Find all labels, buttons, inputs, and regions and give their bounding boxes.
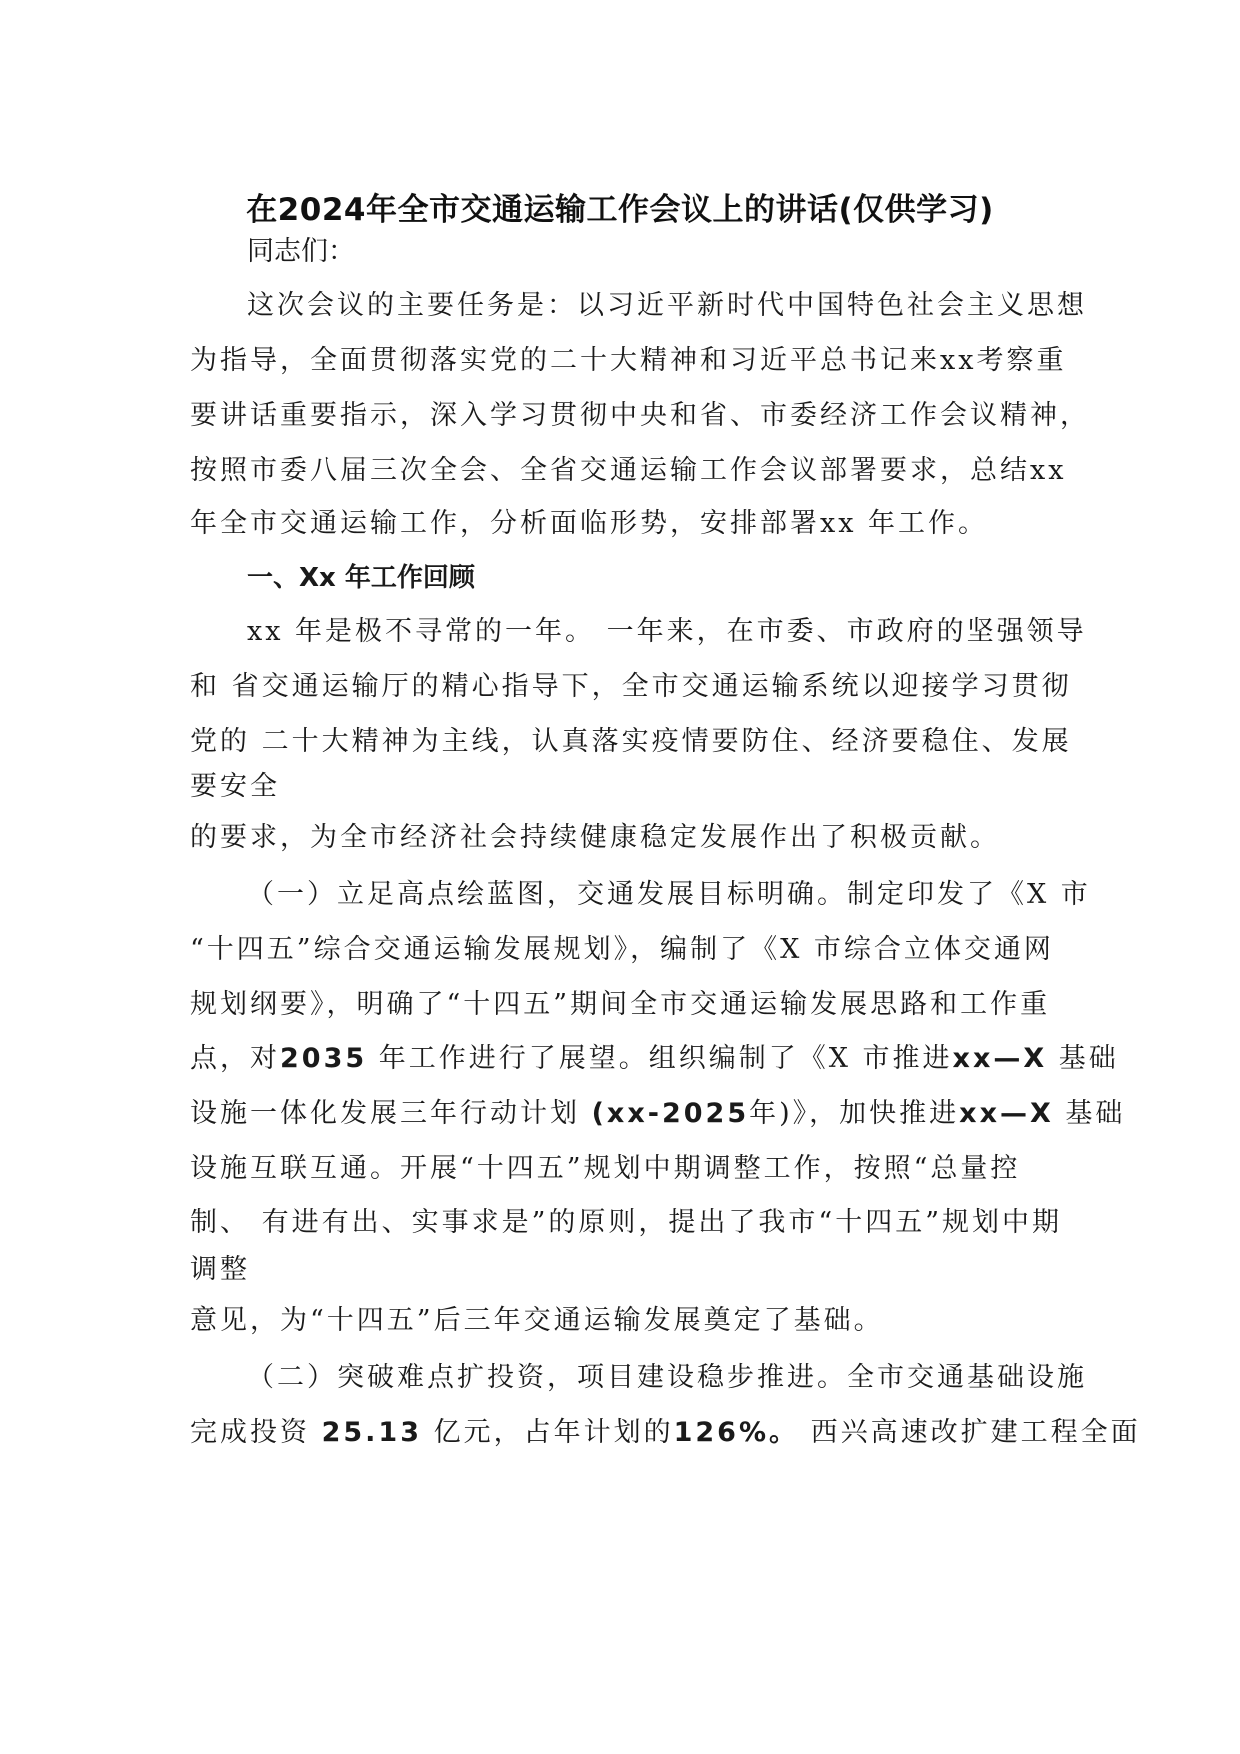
text-run-bold: (xx-2025 bbox=[591, 1098, 750, 1129]
text-run-bold: 126%。 bbox=[673, 1417, 800, 1448]
paragraph-line: 意见，为“十四五”后三年交通运输发展奠定了基础。 bbox=[190, 1305, 884, 1336]
paragraph-line: 这次会议的主要任务是：以习近平新时代中国特色社会主义思想 bbox=[247, 290, 1087, 321]
paragraph-line: xx 年是极不寻常的一年。 一年来，在市委、市政府的坚强领导 bbox=[247, 616, 1087, 647]
paragraph-line: 调整 bbox=[190, 1254, 250, 1285]
text-run-bold: xx—X bbox=[959, 1098, 1054, 1129]
paragraph-line: （二）突破难点扩投资，项目建设稳步推进。全市交通基础设施 bbox=[247, 1362, 1087, 1393]
text-run: 基础 bbox=[1047, 1043, 1119, 1074]
text-run: 年)》，加快推进 bbox=[749, 1098, 960, 1129]
text-run-bold: 2035 bbox=[280, 1043, 368, 1074]
paragraph-line: 年全市交通运输工作，分析面临形势，安排部署xx 年工作。 bbox=[190, 508, 989, 539]
text-run: 亿元，占年计划的 bbox=[422, 1417, 674, 1448]
salutation: 同志们： bbox=[247, 236, 355, 267]
text-run: 基础 bbox=[1053, 1098, 1126, 1129]
paragraph-line: 规划纲要》，明确了“十四五”期间全市交通运输发展思路和工作重 bbox=[190, 989, 1051, 1020]
section-heading: 一、Xx 年工作回顾 bbox=[247, 563, 475, 593]
paragraph-line: 要讲话重要指示，深入学习贯彻中央和省、市委经济工作会议精神， bbox=[190, 400, 1090, 431]
paragraph-line: 为指导，全面贯彻落实党的二十大精神和习近平总书记来xx考察重 bbox=[190, 345, 1067, 376]
text-run-bold: xx—X bbox=[952, 1043, 1048, 1074]
paragraph-line: 要安全 bbox=[190, 771, 280, 802]
paragraph-line: 的要求，为全市经济社会持续健康稳定发展作出了积极贡献。 bbox=[190, 822, 1000, 853]
paragraph-line: 和 省交通运输厅的精心指导下，全市交通运输系统以迎接学习贯彻 bbox=[190, 671, 1072, 702]
text-run: 点，对 bbox=[190, 1043, 280, 1074]
paragraph-line: 设施互联互通。开展“十四五”规划中期调整工作，按照“总量控 bbox=[190, 1153, 1021, 1184]
text-run: 完成投资 bbox=[190, 1417, 322, 1448]
paragraph-line: 党的 二十大精神为主线，认真落实疫情要防住、经济要稳住、发展 bbox=[190, 726, 1072, 757]
paragraph-line: 按照市委八届三次全会、全省交通运输工作会议部署要求，总结xx bbox=[190, 455, 1067, 486]
paragraph-line bbox=[190, 1039, 1119, 1079]
paragraph-line: 制、 有进有出、实事求是”的原则，提出了我市“十四五”规划中期 bbox=[190, 1207, 1062, 1238]
page-title: 在2024年全市交通运输工作会议上的讲话(仅供学习) bbox=[246, 192, 994, 228]
paragraph-line bbox=[190, 1413, 1141, 1453]
text-run: 年工作进行了展望。组织编制了《X 市推进 bbox=[367, 1043, 953, 1074]
paragraph-line: “十四五”综合交通运输发展规划》，编制了《X 市综合立体交通网 bbox=[190, 934, 1054, 965]
text-run: 设施一体化发展三年行动计划 bbox=[190, 1098, 592, 1129]
text-run-bold: 25.13 bbox=[321, 1417, 422, 1448]
paragraph-line: （一）立足高点绘蓝图，交通发展目标明确。制定印发了《X 市 bbox=[247, 879, 1091, 910]
text-run: 西兴高速改扩建工程全面 bbox=[799, 1417, 1141, 1448]
paragraph-line bbox=[190, 1094, 1125, 1134]
